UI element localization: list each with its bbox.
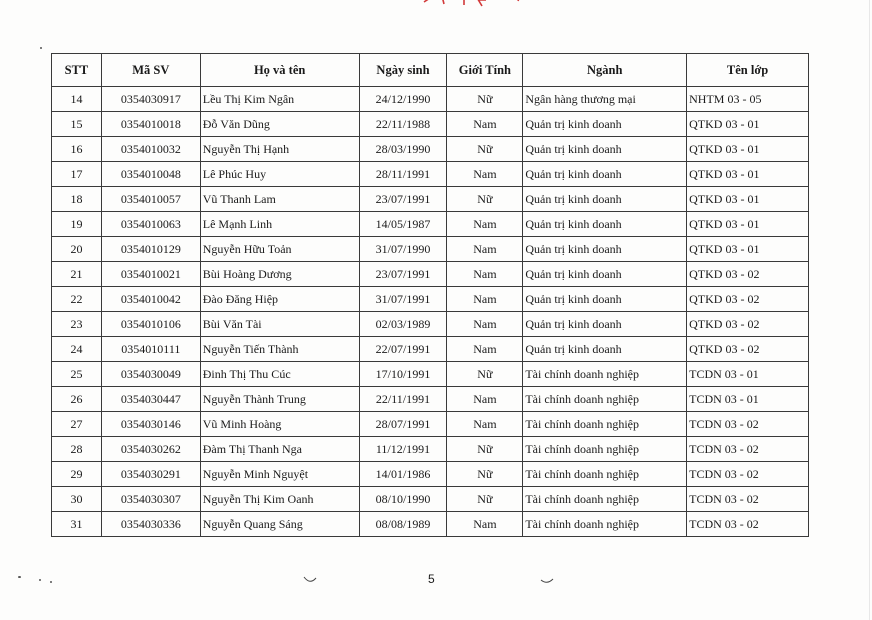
header-full-name: Họ và tên: [200, 54, 359, 87]
cell-full-name: Đinh Thị Thu Cúc: [200, 362, 359, 387]
binding-mark-left: [303, 576, 317, 584]
cell-full-name: Bùi Hoàng Dương: [200, 262, 359, 287]
cell-stt: 19: [52, 212, 102, 237]
cell-student-id: 0354010021: [101, 262, 200, 287]
cell-stt: 25: [52, 362, 102, 387]
page-edge-line: [869, 0, 870, 620]
header-birth-date: Ngày sinh: [359, 54, 447, 87]
cell-stt: 17: [52, 162, 102, 187]
cell-birth-date: 11/12/1991: [359, 437, 447, 462]
cell-full-name: Vũ Minh Hoàng: [200, 412, 359, 437]
header-gender: Giới Tính: [447, 54, 523, 87]
cell-gender: Nam: [447, 337, 523, 362]
cell-class-name: QTKD 03 - 02: [687, 312, 809, 337]
table-row: [52, 187, 809, 212]
table-row: [52, 237, 809, 262]
cell-birth-date: 31/07/1991: [359, 287, 447, 312]
binding-mark-right: [540, 578, 554, 586]
header-student-id: Mã SV: [101, 54, 200, 87]
cell-birth-date: 24/12/1990: [359, 87, 447, 112]
cell-birth-date: 14/01/1986: [359, 462, 447, 487]
cell-birth-date: 23/07/1991: [359, 187, 447, 212]
cell-class-name: QTKD 03 - 01: [687, 162, 809, 187]
cell-class-name: QTKD 03 - 01: [687, 237, 809, 262]
cell-major: Quản trị kinh doanh: [523, 137, 687, 162]
table-row: [52, 412, 809, 437]
cell-major: Quản trị kinh doanh: [523, 187, 687, 212]
cell-full-name: Nguyễn Hữu Toản: [200, 237, 359, 262]
table-row: [52, 387, 809, 412]
cell-major: Quản trị kinh doanh: [523, 287, 687, 312]
cell-class-name: QTKD 03 - 01: [687, 212, 809, 237]
scan-speck: [40, 47, 42, 49]
cell-class-name: QTKD 03 - 01: [687, 137, 809, 162]
cell-birth-date: 08/08/1989: [359, 512, 447, 537]
scan-speck: [39, 579, 41, 581]
cell-birth-date: 22/11/1991: [359, 387, 447, 412]
cell-stt: 14: [52, 87, 102, 112]
cell-full-name: Nguyễn Thị Kim Oanh: [200, 487, 359, 512]
cell-class-name: NHTM 03 - 05: [687, 87, 809, 112]
cell-stt: 21: [52, 262, 102, 287]
cell-gender: Nam: [447, 312, 523, 337]
table-row: [52, 212, 809, 237]
cell-student-id: 0354010048: [101, 162, 200, 187]
cell-gender: Nam: [447, 512, 523, 537]
cell-birth-date: 14/05/1987: [359, 212, 447, 237]
cell-student-id: 0354010018: [101, 112, 200, 137]
cell-birth-date: 28/03/1990: [359, 137, 447, 162]
cell-major: Quản trị kinh doanh: [523, 212, 687, 237]
cell-full-name: Lều Thị Kim Ngân: [200, 87, 359, 112]
cell-birth-date: 22/07/1991: [359, 337, 447, 362]
cell-class-name: QTKD 03 - 01: [687, 112, 809, 137]
cell-stt: 16: [52, 137, 102, 162]
cell-major: Ngân hàng thương mại: [523, 87, 687, 112]
table-row: [52, 462, 809, 487]
cell-major: Quản trị kinh doanh: [523, 112, 687, 137]
header-stt: STT: [52, 54, 102, 87]
cell-stt: 29: [52, 462, 102, 487]
cell-full-name: Nguyễn Minh Nguyệt: [200, 462, 359, 487]
cell-student-id: 0354030146: [101, 412, 200, 437]
table-row: [52, 362, 809, 387]
table-row: [52, 262, 809, 287]
table-row: [52, 312, 809, 337]
cell-stt: 24: [52, 337, 102, 362]
table-row: [52, 112, 809, 137]
cell-full-name: Nguyễn Quang Sáng: [200, 512, 359, 537]
cell-major: Tài chính doanh nghiệp: [523, 387, 687, 412]
cell-stt: 18: [52, 187, 102, 212]
student-roster-table: [51, 53, 809, 537]
cell-birth-date: 28/07/1991: [359, 412, 447, 437]
cell-major: Tài chính doanh nghiệp: [523, 412, 687, 437]
cell-gender: Nam: [447, 387, 523, 412]
cell-stt: 27: [52, 412, 102, 437]
cell-stt: 26: [52, 387, 102, 412]
cell-major: Quản trị kinh doanh: [523, 262, 687, 287]
cell-stt: 15: [52, 112, 102, 137]
cell-student-id: 0354010063: [101, 212, 200, 237]
table-row: [52, 137, 809, 162]
page-number: 5: [428, 572, 435, 586]
scan-speck: [18, 576, 21, 578]
cell-full-name: Lê Phúc Huy: [200, 162, 359, 187]
cell-student-id: 0354030917: [101, 87, 200, 112]
cell-gender: Nữ: [447, 137, 523, 162]
cell-full-name: Đàm Thị Thanh Nga: [200, 437, 359, 462]
cell-student-id: 0354030307: [101, 487, 200, 512]
table-row: [52, 487, 809, 512]
cell-student-id: 0354010042: [101, 287, 200, 312]
header-class-name: Tên lớp: [687, 54, 809, 87]
cell-gender: Nữ: [447, 362, 523, 387]
scan-speck: [50, 581, 52, 583]
cell-gender: Nữ: [447, 87, 523, 112]
cell-stt: 31: [52, 512, 102, 537]
cell-gender: Nữ: [447, 187, 523, 212]
cell-student-id: 0354030336: [101, 512, 200, 537]
cell-birth-date: 23/07/1991: [359, 262, 447, 287]
cell-gender: Nam: [447, 162, 523, 187]
cell-class-name: TCDN 03 - 02: [687, 512, 809, 537]
cell-student-id: 0354010057: [101, 187, 200, 212]
cell-birth-date: 02/03/1989: [359, 312, 447, 337]
cell-major: Tài chính doanh nghiệp: [523, 437, 687, 462]
cell-full-name: Đỗ Văn Dũng: [200, 112, 359, 137]
cell-class-name: TCDN 03 - 01: [687, 362, 809, 387]
cell-class-name: QTKD 03 - 02: [687, 262, 809, 287]
cell-major: Tài chính doanh nghiệp: [523, 487, 687, 512]
cell-gender: Nữ: [447, 487, 523, 512]
cell-gender: Nam: [447, 112, 523, 137]
cell-class-name: TCDN 03 - 02: [687, 412, 809, 437]
cell-full-name: Nguyễn Tiến Thành: [200, 337, 359, 362]
cell-stt: 23: [52, 312, 102, 337]
cell-full-name: Vũ Thanh Lam: [200, 187, 359, 212]
cell-stt: 28: [52, 437, 102, 462]
cell-major: Tài chính doanh nghiệp: [523, 512, 687, 537]
table-row: [52, 437, 809, 462]
cell-stt: 22: [52, 287, 102, 312]
cell-major: Quản trị kinh doanh: [523, 162, 687, 187]
cell-student-id: 0354030291: [101, 462, 200, 487]
cell-stt: 30: [52, 487, 102, 512]
cell-birth-date: 22/11/1988: [359, 112, 447, 137]
cell-gender: Nam: [447, 412, 523, 437]
table-row: [52, 287, 809, 312]
cell-birth-date: 08/10/1990: [359, 487, 447, 512]
cell-student-id: 0354030049: [101, 362, 200, 387]
cell-student-id: 0354010032: [101, 137, 200, 162]
cell-birth-date: 31/07/1990: [359, 237, 447, 262]
table-header-row: [52, 54, 809, 87]
cell-gender: Nam: [447, 287, 523, 312]
cell-major: Tài chính doanh nghiệp: [523, 462, 687, 487]
cell-major: Tài chính doanh nghiệp: [523, 362, 687, 387]
cell-class-name: TCDN 03 - 02: [687, 487, 809, 512]
cell-class-name: QTKD 03 - 02: [687, 287, 809, 312]
cell-student-id: 0354010111: [101, 337, 200, 362]
cell-class-name: QTKD 03 - 01: [687, 187, 809, 212]
cell-gender: Nam: [447, 262, 523, 287]
table-body: [52, 87, 809, 537]
cell-full-name: Nguyễn Thị Hạnh: [200, 137, 359, 162]
cell-class-name: TCDN 03 - 01: [687, 387, 809, 412]
table-row: [52, 512, 809, 537]
cell-student-id: 0354030447: [101, 387, 200, 412]
cell-full-name: Bùi Văn Tài: [200, 312, 359, 337]
red-stamp-fragment: [420, 0, 530, 8]
cell-gender: Nữ: [447, 437, 523, 462]
cell-gender: Nữ: [447, 462, 523, 487]
cell-birth-date: 28/11/1991: [359, 162, 447, 187]
table-row: [52, 162, 809, 187]
cell-full-name: Nguyễn Thành Trung: [200, 387, 359, 412]
cell-major: Quản trị kinh doanh: [523, 237, 687, 262]
cell-gender: Nam: [447, 212, 523, 237]
cell-class-name: QTKD 03 - 02: [687, 337, 809, 362]
table-row: [52, 337, 809, 362]
cell-student-id: 0354010106: [101, 312, 200, 337]
cell-birth-date: 17/10/1991: [359, 362, 447, 387]
cell-class-name: TCDN 03 - 02: [687, 437, 809, 462]
cell-gender: Nam: [447, 237, 523, 262]
cell-major: Quản trị kinh doanh: [523, 312, 687, 337]
cell-stt: 20: [52, 237, 102, 262]
table-row: [52, 87, 809, 112]
cell-full-name: Đào Đăng Hiệp: [200, 287, 359, 312]
cell-student-id: 0354030262: [101, 437, 200, 462]
header-major: Ngành: [523, 54, 687, 87]
cell-class-name: TCDN 03 - 02: [687, 462, 809, 487]
cell-full-name: Lê Mạnh Linh: [200, 212, 359, 237]
cell-major: Quản trị kinh doanh: [523, 337, 687, 362]
cell-student-id: 0354010129: [101, 237, 200, 262]
